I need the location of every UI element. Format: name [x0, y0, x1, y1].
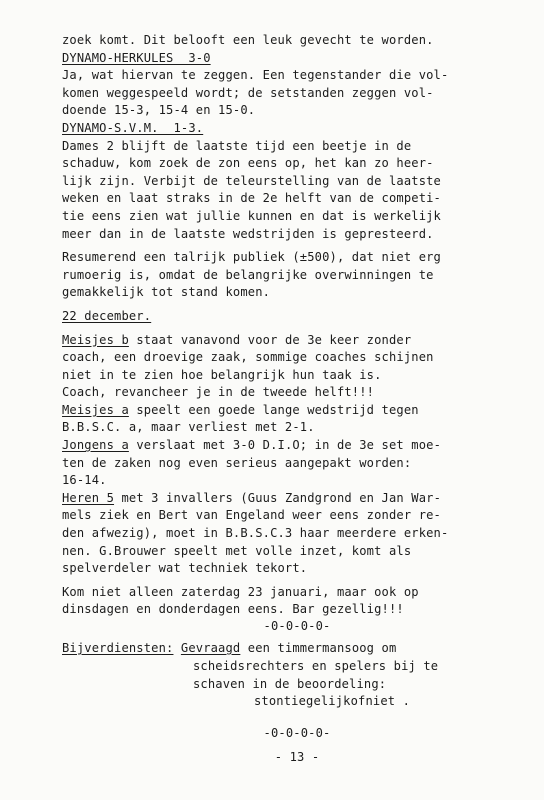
ad-line1-rest: een timmermansoog om — [240, 641, 397, 655]
text-line: Coach, revancheer je in de tweede helft!!! — [62, 385, 375, 400]
text-line: nen. G.Brouwer speelt met volle inzet, komt als — [62, 543, 412, 558]
text-line: Resumerend een talrijk publiek (±500), dat niet erg — [62, 250, 441, 265]
ad-heading: Gevraagd — [180, 641, 241, 655]
text-line: meer dan in de laatste wedstrijden is gepresteerd. — [62, 226, 434, 241]
ad-label: Bijverdiensten: — [62, 641, 174, 655]
text-line: gemakkelijk tot stand komen. — [62, 285, 271, 300]
text-line: Kom niet alleen zaterdag 23 januari, maar ook op — [62, 584, 419, 599]
text-line: lijk zijn. Verbijt de teleurstelling van de laatste — [62, 173, 441, 188]
text-line: schaduw, kom zoek de zon eens op, het kan zo heer- — [62, 156, 434, 171]
text-line: 22 december. — [62, 308, 152, 323]
text-line: doende 15-3, 15-4 en 15-0. — [62, 103, 256, 118]
text-line: dinsdagen en donderdagen eens. Bar gezellig!!! — [62, 602, 404, 617]
text-line: den afwezig), moet in B.B.S.C.3 haar meerdere erken- — [62, 526, 449, 541]
text-line: DYNAMO-HERKULES 3-0 — [62, 50, 211, 65]
text-line: Meisjes a speelt een goede lange wedstrijd tegen — [62, 402, 419, 417]
text-line: Heren 5 met 3 invallers (Guus Zandgrond en Jan War- — [62, 490, 441, 505]
text-line: rumoerig is, omdat de belangrijke overwinningen te — [62, 267, 434, 282]
separator-2: -0-0-0-0- — [263, 726, 331, 740]
text-line: DYNAMO-S.V.M. 1-3. — [62, 120, 204, 135]
body-text — [62, 32, 532, 619]
ad-block — [62, 640, 532, 658]
text-line: zoek komt. Dit belooft een leuk gevecht te worden. — [62, 33, 434, 47]
text-line: weken en laat straks in de 2e helft van de competi- — [62, 191, 441, 206]
text-line: Jongens a verslaat met 3-0 D.I.O; in de 3e set moe- — [62, 438, 441, 453]
text-line: Meisjes b staat vanavond voor de 3e keer zonder — [62, 332, 412, 347]
text-line: spelverdeler wat techniek tekort. — [62, 561, 308, 576]
text-line: komen weggespeeld wordt; de setstanden zeggen vol- — [62, 85, 434, 100]
ad-answer: stontiegelijkofniet . — [254, 694, 411, 708]
ad-line2: scheidsrechters en spelers bij te — [193, 659, 439, 673]
page-number: - 13 - — [274, 750, 320, 764]
text-line: Dames 2 blijft de laatste tijd een beetje in de — [62, 138, 412, 153]
text-line: mels ziek en Bert van Engeland weer eens zonder re- — [62, 508, 441, 523]
text-line: tie eens zien wat jullie kunnen en dat is werkelijk — [62, 208, 441, 223]
text-line: coach, een droevige zaak, sommige coaches schijnen — [62, 350, 434, 365]
text-line: Ja, wat hiervan te zeggen. Een tegenstander die vol- — [62, 68, 449, 83]
text-line: B.B.S.C. a, maar verliest met 2-1. — [62, 420, 315, 435]
text-line: niet in te zien hoe belangrijk hun taak is. — [62, 367, 382, 382]
text-line: 16-14. — [62, 473, 107, 488]
separator-1: -0-0-0-0- — [263, 619, 331, 633]
text-line: ten de zaken nog even serieus aangepakt worden: — [62, 455, 412, 470]
ad-line3: schaven in de beoordeling: — [193, 677, 387, 691]
